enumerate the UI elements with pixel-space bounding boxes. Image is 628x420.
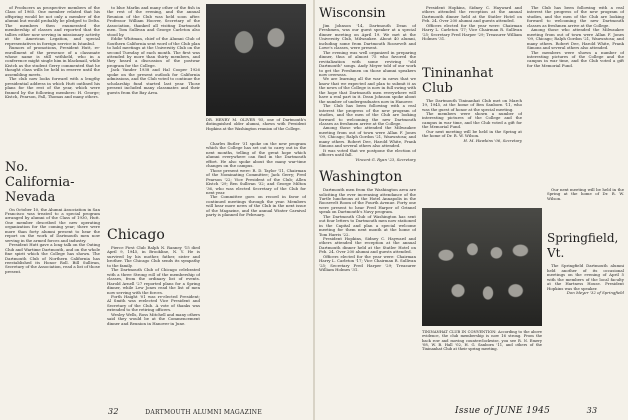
issue-label: Issue of JUNE 1945 <box>455 406 551 416</box>
heading-washington: Washington <box>319 169 403 186</box>
photo-caption: TININANHAT CLUB IN CONVENTION: According to the above evidence, the club membership is now 16 strong. From the back row and moving counterclockwise, you see R. N. Emery '08, W. B. Hall '02, H. G. Sanborn '11, and others of the Tininanhat Club at their spring meeting. <box>422 330 542 352</box>
column-1 <box>5 6 100 274</box>
body-text: Those present were: R. D. Taylor '11, Chairman of the Nominating Committee; Jack Gerry; Fred Pearson '22; Vice President of the Club; Allen Kistch '29; Ben Sullivan '32; and George Milton '36, who was elected Secretary of the Club for next year. <box>206 167 306 195</box>
page-number: 32 <box>108 407 119 416</box>
body-text: The Dartmouth Club of Washington has sent out four letters to Dartmouth men now stationed in the Capital and plan a special welcome meeting for them next month at the home of Tom Harris '22. <box>319 213 416 237</box>
heading-no-california-nevada: No. California-Nevada <box>5 159 75 205</box>
body-text: Among those who attended the Milwaukee meeting from out of town were Allan F. Jones '09, Chicago; Ralph Gordon '21, Wauwatosa; and many others. Robert Dee, Harold White, Frank Simons and several others also attended. <box>527 27 624 51</box>
heading-wisconsin: Wisconsin <box>319 6 386 21</box>
body-text: Jack Vander 1938 and Hal Cooper 1926 spoke on the present outlook for California admissions, and the Club voted to continue the scholarship fund started last year. Those present included many classmates and their guests from the Bay Area. <box>107 67 200 95</box>
body-text: The evening was well organized in preparing dinner, thus of almost 75 who favored the revitalization with some reviving "old Dartmouth" songs. Andy Meyer told of our work to get the Freshmen on those alumni speakers now overseas. <box>319 49 416 77</box>
page-footer-right <box>455 406 597 416</box>
body-text: The Dartmouth Tininanhat Club met on March 19, 1945, at the home of Ben Sanborn '11, who was the guest of honor at the special meeting. <box>422 97 522 112</box>
body-text: Pierce First Club Ralph N. Ranney '15 died April 9, 1945, in Brookline, N. Y. He is survived by his mother, father, sister and brother. The Chicago Club sends its sympathy to the family. <box>107 245 200 268</box>
body-text: President Hutt gave a long talk on the Outing Club and Wartime Dartmouth, and on the whole fine spirit which the College has shown. The Dartmouth Club of Northern California has reestablished its Honor Roll. Bill Sullivan, Secretary of the Association, read a list of those present. <box>5 242 100 274</box>
body-text: Officers elected for the year were: Chairman Harry L. Carleton '17; Vice Chairman R. Sullivan '25; Secretary Fred Harper '29; Treasurer William Holmes '31. <box>319 253 416 273</box>
body-text: The Club has been following with a real interest the progress of the new program of studies, and the men of the Club are looking forward to welcoming the new Dartmouth classes as freshmen arrive at the College. <box>319 103 416 126</box>
signature: Don Meyer '32 of Springfield <box>566 290 624 296</box>
body-text: Officers elected for the year were: Chairman Harry L. Carleton '17; Vice Chairman R. Sullivan '25; Secretary Fred Harper '29; Treasurer William Holmes '31. <box>422 22 522 42</box>
column-2 <box>422 6 522 206</box>
right-page <box>315 0 628 420</box>
body-text: The Springfield Dartmouth alumni held another of its occasional meetings on the evening of April 5 with the members of the local faculty at the Hartness House. President Hopkins was the speaker. <box>547 263 624 291</box>
body-text: The members were shown a number of interesting pictures of the College and the campus in war time, and the Club voted a gift for the Memorial Fund. <box>422 110 522 130</box>
body-text: President Hopkins, Sidney C. Hayward and others attended the reception at the annual Dartmouth dinner held at the Statler Hotel on Feb. 24. Over 200 alumni and guests attended. <box>319 236 416 255</box>
body-text: The Dartmouth Club of Chicago celebrated with a three Strong roll of the membership of classes, from the ordinary list of events. Harold Arnell '27 reported plans for a Spring dinner, while Lew Jones read the list of men now serving with the forces. <box>107 267 200 295</box>
left-page <box>0 0 313 420</box>
photo-tininanhat-club <box>422 208 542 326</box>
body-text: to blue Marlin and many other of the fish in the rest of the evening, and the annual Reunion of the Club was held soon after. Professor William Hoover, Secretary of the Association, thanked all visiting Dartmouth men. Tom Sullivan and George Carleton also stood by. <box>107 6 200 37</box>
body-text: President Hopkins, Sidney C. Hayward and others attended the reception at the annual Dartmouth dinner held at the Statler Hotel on Feb. 24. Over 200 alumni and guests attended. <box>422 6 522 24</box>
body-text: Our next meeting will be held in the Spring at the home of Dr. R. W. Wilson. <box>422 128 522 139</box>
body-text: Jim Johnson '14, Dartmouth Dean of Freshmen, was our guest speaker at a special dinner meeting on April 19. We met at the University Club, Milwaukee. About 40 alumni, including some from Dartmouth Roosevelt and Lowe's classes, were present. <box>319 23 416 51</box>
body-text: The club now looks forward with a lengthy presidential address in which Hutt outlined his plans for the rest of the year, which were framed by the following members: H. George; Kistch, Pearson, Fall, Thomas and many others. <box>5 76 100 100</box>
heading-chicago: Chicago <box>107 227 165 243</box>
column-3 <box>527 6 624 186</box>
body-text: Forth Haight '01 was re-elected President; Al Smith was reelected Vice President and Secretary of the Club. A vote of thanks was extended to the retiring officers. <box>107 293 200 313</box>
photo-dr-oliver <box>206 4 306 116</box>
body-text: Eddie Whitman, chief of the Alumni Club of Southern California sent word of the Club plan to hold meetings at the University Club on the second Tuesday of each month. The first was attended by more than thirty members, and they heard a discussion of the postwar program for the College. <box>107 36 200 68</box>
heading-tininanhat-club: Tininanhat Club <box>422 65 494 96</box>
chicago-section <box>107 225 200 395</box>
body-text: Rumors of promotions, President Hutt, re-enrollment of the presence of a classmate whose name is still withheld, who in a conference might single him in blackmail, while Kistch as the student Gerry commented that he thought class wills be held in reserve until the assembling meets. <box>5 45 100 77</box>
column-1 <box>319 6 416 401</box>
signature: Vincent G. Ryan '23, Secretary <box>355 156 416 162</box>
heading-springfield-vt: Springfield, Vt. <box>547 231 619 261</box>
body-text: Wesley Wells, Ross Mitchell and many others said they would be at the Commencement dinner and Reunion in Hanover in June. <box>107 311 200 326</box>
signature: H. M. Hawkins '06, Secretary <box>463 137 522 143</box>
body-text: The members were shown a number of interesting pictures of the College and the campus in war time, and the Club voted a gift for the Memorial Fund. <box>527 49 624 68</box>
body-text: of Producers as prospective members of the Class of 1965. One member related that his offspring would be not only a member of the alumni but would probably be pledged to Delta. The members then enumerated the membership of classes and reported that the tallies either now serving in missionary activity at the American Legation, and special representatives in foreign service in Istanbul. <box>5 6 100 46</box>
body-text: On October 10, the Alumni Association in San Francisco was treated to a special program arranged by alumni of the Class of 1930, Hutt. One member described the new operating organization for the coming year; there were more than forty alumni present to hear the report on the work of Dartmouth men now serving in the armed forces and industry. <box>5 206 100 243</box>
body-text: Dartmouth men from the Washington area are soliciting the ever increasing attendance of the Turtle luncheons at the Hotel Annapolis in the Roosevelt Room of the Fourth Avenue. Forty one were present to hear Fred Harper of Grinnel speak on Dartmouth's Navy program. <box>319 187 416 215</box>
body-text: Among those who attended the Milwaukee meeting from out of town were Allan F. Jones '09, Chicago; Ralph Gordon '21, Wauwatosa; and many others. Robert Dee, Harold White, Frank Simons and several others also attended. <box>319 125 416 149</box>
column-3-lower <box>547 188 624 398</box>
page-footer-left <box>108 407 262 416</box>
magazine-title: DARTMOUTH ALUMNI MAGAZINE <box>145 409 263 416</box>
body-text: The Club has been following with a real interest the progress of the new program of studies, and the men of the Club are looking forward to welcoming the new Dartmouth classes as freshmen arrive at the College. <box>527 6 624 28</box>
photo-caption: DR. HENRY M. OLIVER '05, one of Dartmouth's distinguished older alumni, shown with President Hopkins at the Washington reunion of the College. <box>206 118 306 131</box>
body-text: The Committee goes on record in favor of continued meetings through the year. Members will hear more news of the Club in the next issue of the Magazine, and the annual Winter Carnival party is planned for February. <box>206 194 306 218</box>
body-text: It was voted that we postpone the election of officers until fall. <box>319 147 416 158</box>
body-text: Charles Butler '31 spoke on the new program which the College has set out to carry out in the next months, telling of the great hope which alumni everywhere can find in the Dartmouth effort. He also spoke about the many war-time changes on the campus. <box>206 142 306 169</box>
body-text: We are learning all the war in news that we know that we expected and plan to submit it as the news of the College is now in full swing with the hope that Dartmouth men everywhere will have a real part in it. Dean Johnson spoke about the number of undergraduates now in Hanover. <box>319 76 416 104</box>
column-3 <box>206 142 306 392</box>
column-2 <box>107 6 200 95</box>
page-number: 33 <box>586 406 598 415</box>
body-text: Our next meeting will be held in the Spring at the home of Dr. R. W. Wilson. <box>547 188 624 201</box>
